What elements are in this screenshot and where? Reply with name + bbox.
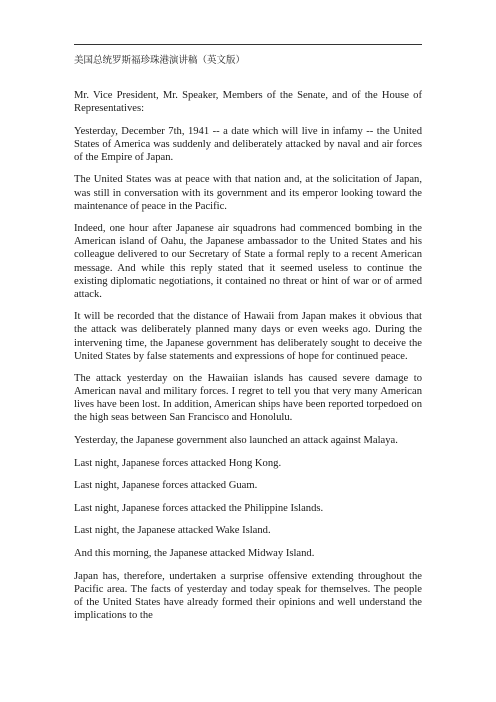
paragraph: Last night, the Japanese attacked Wake Island. (74, 525, 271, 537)
paragraph: Last night, Japanese forces attacked Hong Kong. (74, 457, 282, 469)
paragraph-truncated: Japan has, therefore, undertaken a surprise offensive extending throughout the Pacific area. The facts of yesterday and today speak for themselves. The people of the United States have already formed their opinions and well understand the implications to the (74, 570, 422, 621)
paragraph: The attack yesterday on the Hawaiian islands has caused severe damage to American naval and military forces. I regret to tell you that very many American lives have been lost. In addition, American ships have been reported torpedoed on the high seas between San Francisco and Honolulu. (74, 373, 422, 424)
header-rule (74, 44, 422, 45)
paragraph: Indeed, one hour after Japanese air squadrons had commenced bombing in the American island of Oahu, the Japanese ambassador to the United States and his colleague delivered to our Secretary of State a formal reply to a recent American message. And while this reply stated that it seemed useless to continue the existing diplomatic negotiations, it contained no threat or hint of war or of armed attack. (74, 223, 422, 300)
paragraph: The United States was at peace with that nation and, at the solicitation of Japan, was still in conversation with its government and its emperor looking toward the maintenance of peace in the Pacific. (74, 174, 422, 212)
document-title: 美国总统罗斯福珍珠港演讲稿（英文版） (74, 55, 246, 66)
paragraph: It will be recorded that the distance of Hawaii from Japan makes it obvious that the attack was deliberately planned many days or even weeks ago. During the intervening time, the Japanese government has deliberately sought to deceive the United States by false statements and expressions of hope for continued peace. (74, 311, 422, 362)
paragraph: Last night, Japanese forces attacked Guam. (74, 480, 258, 492)
paragraph: Yesterday, December 7th, 1941 -- a date which will live in infamy -- the United States of America was suddenly and deliberately attacked by naval and air forces of the Empire of Japan. (74, 125, 422, 163)
paragraph: Last night, Japanese forces attacked the Philippine Islands. (74, 502, 324, 514)
paragraph-salutation: Mr. Vice President, Mr. Speaker, Members of the Senate, and of the House of Representatives: (74, 90, 422, 115)
paragraph: Yesterday, the Japanese government also launched an attack against Malaya. (74, 435, 398, 447)
paragraph: And this morning, the Japanese attacked Midway Island. (74, 548, 315, 560)
document-body (74, 89, 422, 632)
